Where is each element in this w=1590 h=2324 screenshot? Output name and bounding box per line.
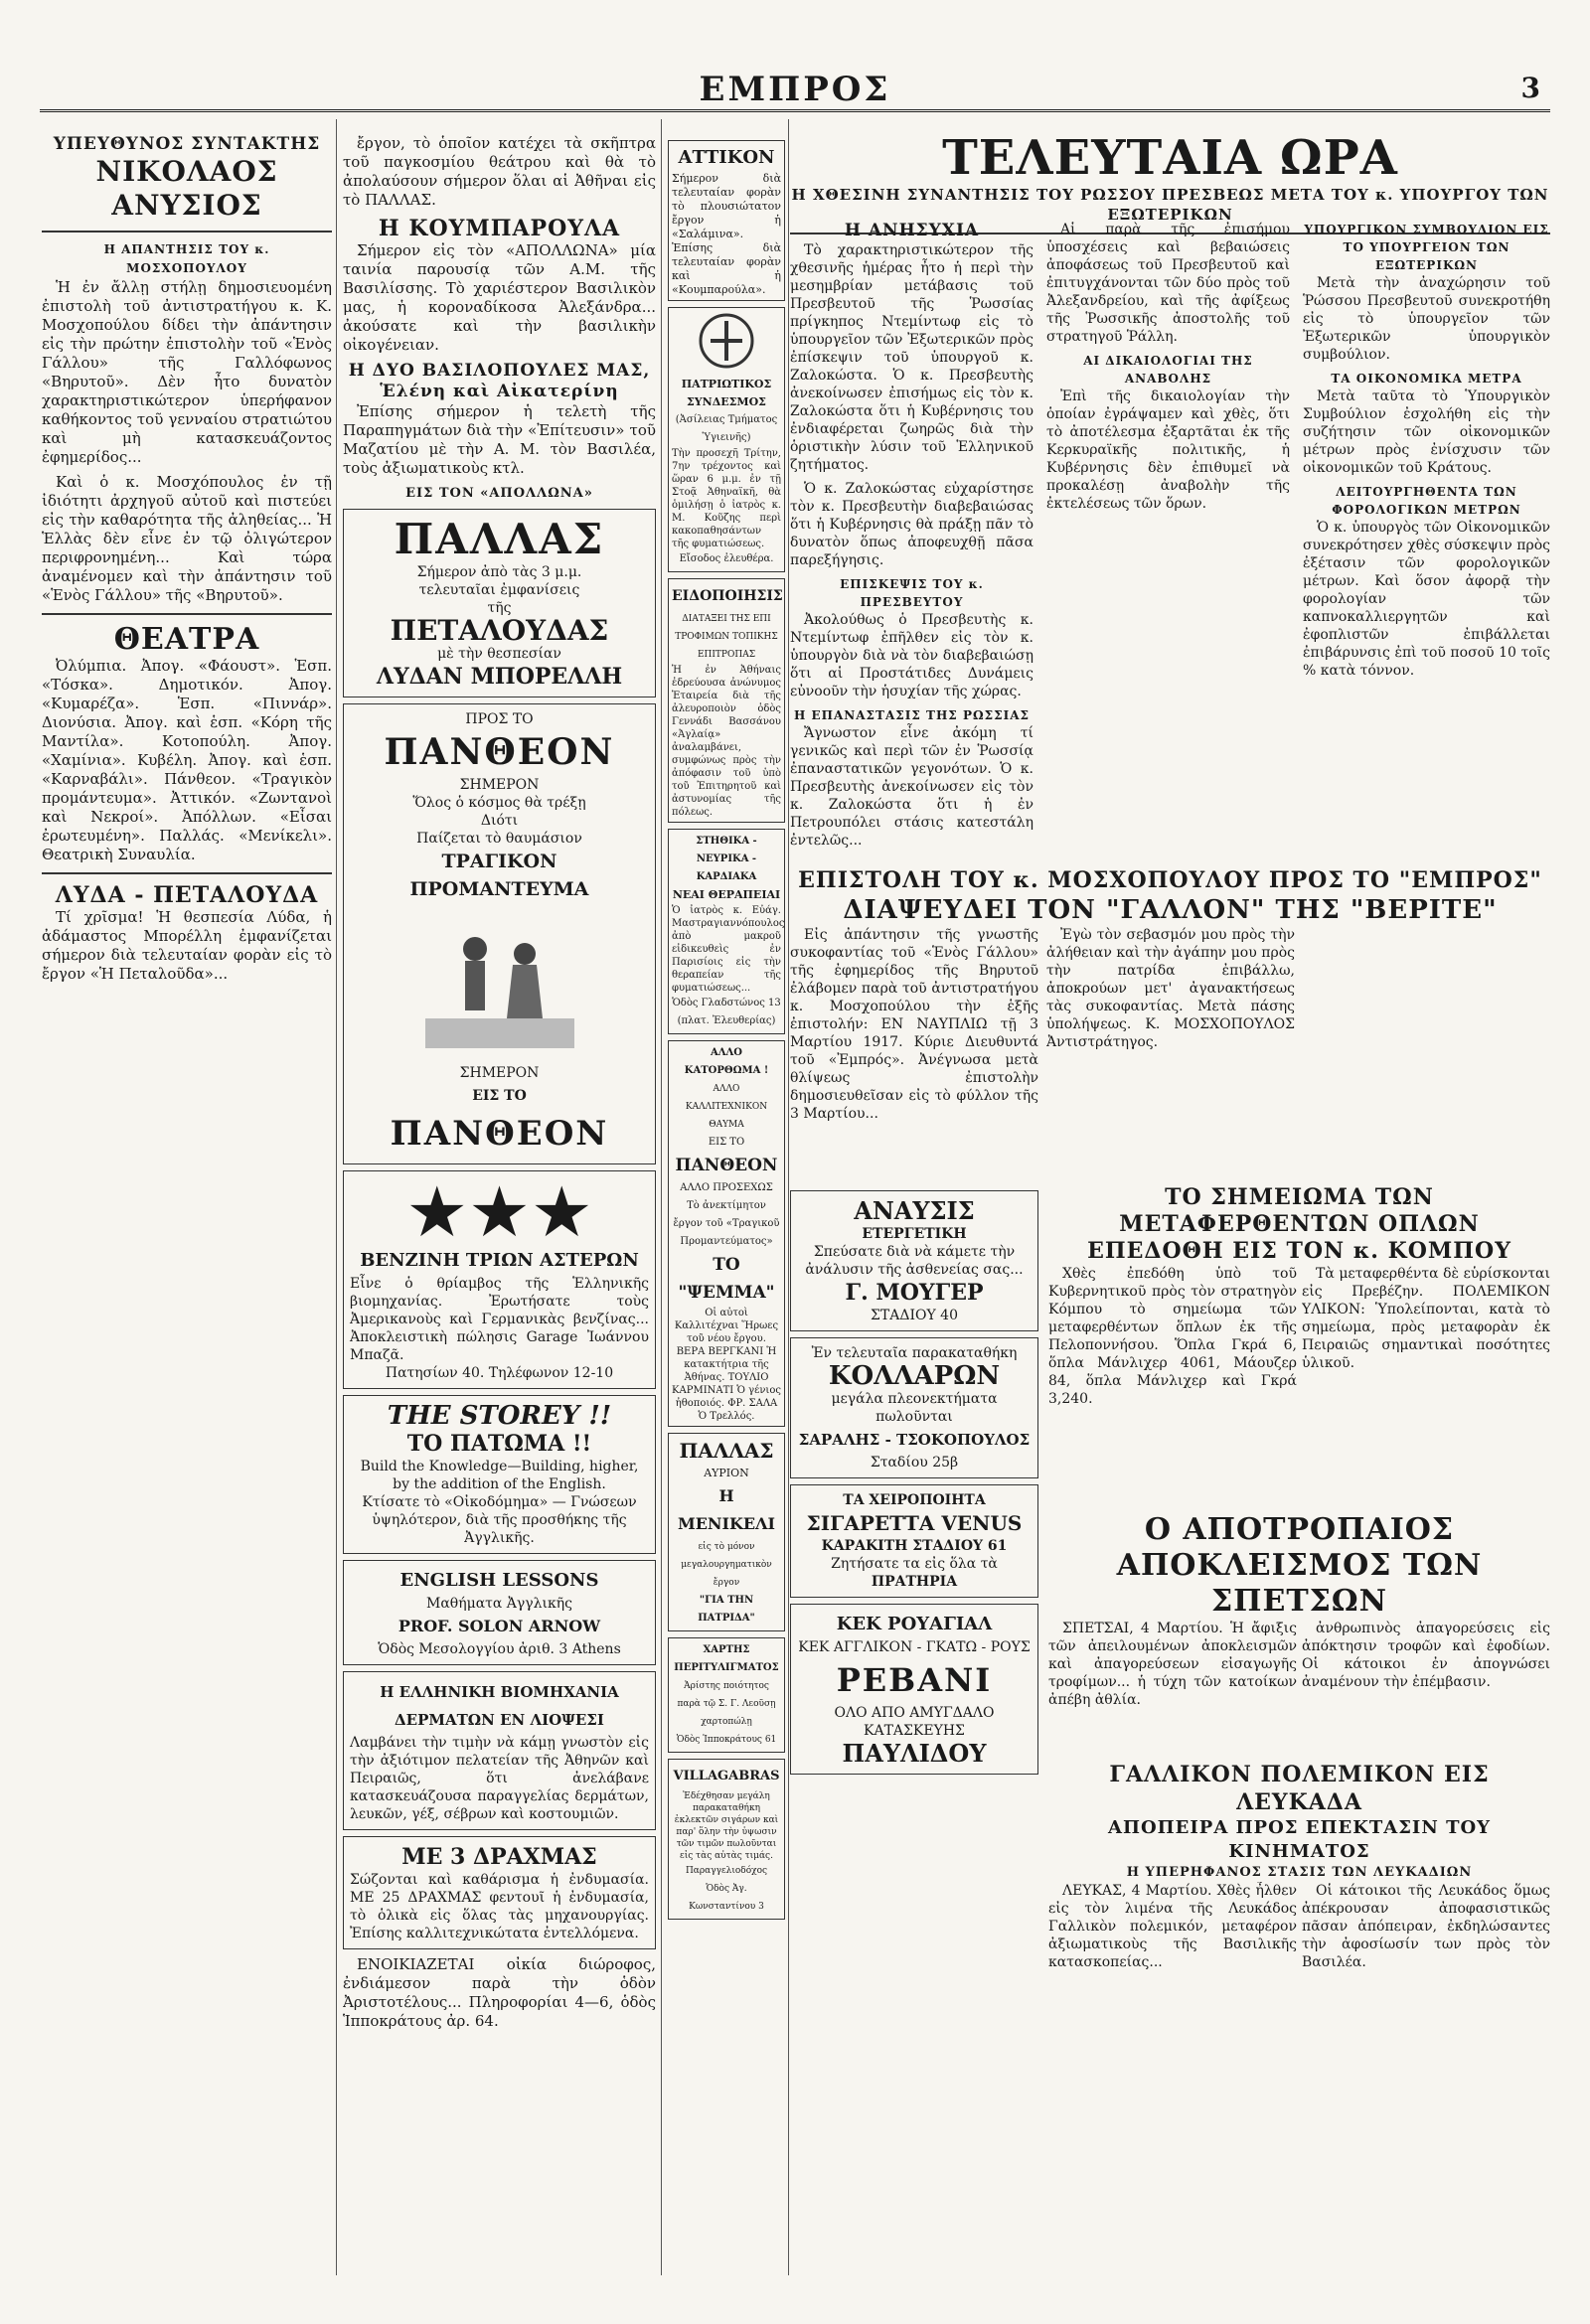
section-heading: ΛΕΙΤΟΥΡΓΗΘΕΝΤΑ ΤΩΝ ΦΟΡΟΛΟΓΙΚΩΝ ΜΕΤΡΩΝ (1332, 485, 1521, 517)
right-ads-column (790, 1184, 1038, 1781)
theatre-heading: ΘΕΑΤΡΑ (113, 622, 260, 657)
ad-line: Παίζεται τὸ θαυμάσιον (416, 831, 582, 847)
illustration-figures-icon (415, 909, 584, 1058)
ad-line: ΚΕΚ ΑΓΓΛΙΚΟΝ - ΓΚΑΤΩ - ΡΟΥΣ (798, 1639, 1031, 1655)
ad-line: ΑΛΛΟ ΠΡΟΣΕΧΩΣ (680, 1182, 773, 1193)
ad-title: VILLAGABRAS (673, 1769, 780, 1783)
ad-address: Ὁδὸς Γλαδστώνος 13 (πλατ. Ἐλευθερίας) (672, 998, 781, 1026)
ad-title: ΤΑ ΧΕΙΡΟΠΟΙΗΤΑ (843, 1492, 986, 1508)
notice-text: Ἡ ἐν Ἀθήναις ἐδρεύουσα ἀνώνυμος Ἑταιρεία διὰ τῆς ἀλευροποιὸν ὁδὸς Γεννάδι Βασσάνου «Ἀγλαίᾳ» ἀναλαμβάνει, συμφώνως πρὸς τὴν ἀπόφασιν τοῦ ὑπὸ τοῦ Ἐπιτηρητοῦ καὶ ἀστυνομίας τῆς πόλεως. (672, 665, 781, 818)
ad-line: ΠΡΟΣ ΤΟ (465, 711, 534, 727)
arms-headline: ΤΟ ΣΗΜΕΙΩΜΑ ΤΩΝ ΜΕΤΑΦΕΡΘΕΝΤΩΝ ΟΠΛΩΝ ΕΠΕΔΟΘΗ ΕΙΣ ΤΟΝ κ. ΚΟΜΠΟΥ (1087, 1184, 1511, 1264)
ad-line: ΕΙΣ ΤΟ (472, 1088, 527, 1104)
ad-title: Η ΕΛΛΗΝΙΚΗ ΒΙΟΜΗΧΑΝΙΑ ΔΕΡΜΑΤΩΝ ΕΝ ΛΙΟΨΕΣΙ (380, 1683, 619, 1729)
ad-title: ΒΕΝΖΙΝΗ ΤΡΙΩΝ ΑΣΤΕΡΩΝ (360, 1250, 639, 1271)
leather-advertisement (343, 1671, 656, 1830)
spetses-text-col (1048, 1620, 1297, 1769)
main-headline: ΤΕΛΕΥΤΑΙΑ ΩΡΑ (942, 130, 1398, 186)
attikon-advertisement (668, 140, 785, 301)
pallas-menikeli-advertisement (668, 1433, 785, 1631)
ad-subtitle: ΕΤΕΡΓΕΤΙΚΗ (862, 1226, 967, 1242)
koumparoula-heading: Η ΚΟΥΜΠΑΡΟΥΛΑ (378, 216, 621, 241)
ad-subtitle: (Ἀσίλειας Τμήματος Ὑγιεινῆς) (675, 414, 778, 443)
right-news-section (790, 130, 1550, 1970)
ad-line: ΚΑΤΑΣΚΕΥΗΣ (864, 1723, 965, 1739)
divider (42, 872, 332, 874)
ad-title: ΠΑΤΡΙΩΤΙΚΟΣ ΣΥΝΔΕΣΜΟΣ (681, 378, 772, 408)
ad-name: Γ. ΜΟΥΓΕΡ (845, 1280, 984, 1306)
divider (42, 613, 332, 615)
newspaper-title: ΕΜΠΡΟΣ (699, 70, 891, 109)
ad-line: μεγάλα πλεονεκτήματα πωλοῦνται (831, 1391, 998, 1425)
news-text: Μετὰ τὴν ἀναχώρησιν τοῦ Ῥώσσου Πρεσβευτοῦ συνεκροτήθη εἰς τὸ ὑπουργεῖον τῶν Ἐξωτερικῶν ὑπουργικὸν συμβούλιον. (1303, 275, 1550, 363)
arms-section (1048, 1184, 1550, 1503)
ad-address: Πατησίων 40. Τηλέφωνον 12-10 (385, 1365, 614, 1381)
ad-line: παρὰ τῷ Σ. Γ. Λεοῦσῃ χαρτοπώλῃ (677, 1699, 776, 1727)
news-text: Τὸ χαρακτηριστικώτερον τῆς χθεσινῆς ἡμέρας ἦτο ἡ περὶ τὴν μεσημβρίαν μετάβασις τοῦ Πρεσβευτοῦ τῆς Ῥωσσίας πρίγκηπος Ντεμίντωφ εἰς τὸ ὑπουργεῖον τῶν Ἐξωτερικῶν πρὸς ἐπίσκεψιν τοῦ ὑπουργοῦ κ. Ζαλοκώστα. Ὁ κ. Πρεσβευτὴς ἀνεκοίνωσεν ἐπισήμως εἰς τὸν κ. Ζαλοκώστα ὅτι ἡ Κυβέρνησις του ἐνδιαφέρεται ζωηρῶς διὰ τὴν ὁριστικὴν λύσιν τοῦ Ἑλληνικοῦ ζητήματος. (790, 242, 1034, 473)
pallas-name: ΠΑΛΛΑΣ (394, 515, 605, 563)
notice-subtitle: ΔΙΑΤΑΞΕΙ ΤΗΣ ΕΠΙ ΤΡΟΦΙΜΩΝ ΤΟΠΙΚΗΣ ΕΠΙΤΡΟΠΑΣ (675, 614, 778, 660)
lefkada-text-col (1302, 1882, 1550, 2180)
rent-notice: ΕΝΟΙΚΙΑΖΕΤΑΙ οἰκία διώροφος, ἐνδιάμεσον παρὰ τὴν ὁδὸν Ἀριστοτέλους... Πληροφορίαι 4—6, ὁδὸς Ἱπποκράτους ἀρ. 64. (343, 1955, 656, 2030)
ad-line: Τὸ ἀνεκτίμητον ἔργον τοῦ «Τραγικοῦ Προμαντεύματος» (673, 1200, 780, 1247)
ad-line: Παραγγελιοδόχος (685, 1866, 768, 1876)
ad-address: Ὁδὸς Μεσολογγίου ἀριθ. 3 Athens (378, 1641, 621, 1657)
section-heading: ΤΑ ΟΙΚΟΝΟΜΙΚΑ ΜΕΤΡΑ (1331, 372, 1522, 386)
ad-text: Σώζονται καὶ καθάρισμα ἡ ἐνδυμασία. ΜΕ 25 ΔΡΑΧΜΑΣ φεντουῖ ἡ ἐνδυμασία, τὸ ὁλικὰ εἰς ὅλας τὰς μηχανουργίας. Ἐπίσης καλλιτεχνικώτατα ἐντελλόμενα. (350, 1872, 649, 1941)
pallas-advertisement (343, 509, 656, 697)
letter-text: Ἐγὼ τὸν σεβασμόν μου πρὸς τὴν ἀλήθειαν καὶ τὴν ἀγάπην μου πρὸς τὴν πατρίδα ἐπιβάλλω, ἀποκρούων μετ' ἀγανακτήσεως τὰς συκοφαντίας. Μετὰ πάσης ὑπολήψεως. Κ. ΜΟΣΧΟΠΟΥΛΟΣ Ἀντιστράτηγος. (1046, 927, 1295, 1050)
play-title: ΠΕΤΑΛΟΥΔΑΣ (390, 614, 609, 647)
ad-line: μὲ τὴν θεσπεσίαν (437, 646, 561, 662)
ad-subtitle: ΑΛΛΟ ΚΑΛΛΙΤΕΧΝΙΚΟΝ ΘΑΥΜΑ (685, 1084, 768, 1130)
ad-line: Ὅλος ὁ κόσμος θὰ τρέξῃ (412, 795, 586, 811)
pantheon-advertisement (343, 703, 656, 1164)
ad-text: Σπεύσατε διὰ νὰ κάμετε τὴν ἀνάλυσιν τῆς ἀσθενείας σας... (805, 1244, 1024, 1278)
arms-text-col (1048, 1265, 1297, 1503)
ad-line: ΣΗΜΕΡΟΝ (459, 777, 540, 793)
actress-name: ΛΥΔΑΝ ΜΠΟΡΕΛΛΗ (376, 664, 623, 690)
ad-line: ΠΡΑΤΗΡΙΑ (871, 1574, 958, 1590)
notice-block (668, 578, 785, 823)
drachmas-advertisement (343, 1836, 656, 1949)
lefkada-subheadline: ΑΠΟΠΕΙΡΑ ΠΡΟΣ ΕΠΕΚΤΑΣΙΝ ΤΟΥ ΚΙΝΗΜΑΤΟΣ (1108, 1817, 1491, 1862)
page-number: 3 (1520, 72, 1540, 104)
ad-title: ΜΕ 3 ΔΡΑΧΜΑΣ (401, 1844, 597, 1870)
emblem-icon (697, 311, 756, 371)
ad-address: ΣΤΑΔΙΟΥ 40 (871, 1308, 958, 1323)
ad-text: Ὁ ἰατρὸς κ. Εὐάγ. Μαστραγιαννόπουλος ἀπὸ μακροῦ εἰδικευθεὶς ἐν Παρισίοις εἰς τὴν θεραπείαν τῆς φυματιώσεως... (672, 905, 785, 994)
ad-line: Ἐν τελευταῖα παρακαταθήκη (811, 1345, 1018, 1361)
ad-title: ΚΟΛΛΑΡΩΝ (828, 1361, 1001, 1391)
cake-advertisement (790, 1604, 1038, 1775)
pantheon-name: ΠΑΝΘΕΟΝ (675, 1156, 778, 1175)
intro-text: ἔργον, τὸ ὁποῖον κατέχει τὰ σκῆπτρα τοῦ παγκοσμίου θεάτρου καὶ θὰ τὸ ἀπολαύσουν σήμερον ὅλαι αἱ Ἀθῆναι εἰς τὸ ΠΑΛΛΑΣ. (343, 134, 656, 209)
ad-text: Τὴν προσεχῆ Τρίτην, 7ην τρέχοντος καὶ ὥραν 6 μ.μ. ἐν τῇ Στοᾷ Ἀθηναϊκῆ, θὰ ὁμιλήσῃ ὁ ἰατρὸς κ. Μ. Κοῦζης περὶ κακοπαθησάντων τῆς φυματιώσεως. (672, 448, 781, 549)
ad-title: ΑΝΑΥΣΙΣ (854, 1196, 975, 1225)
ad-title: ΣΤΗΘΙΚΑ - ΝΕΥΡΙΚΑ - ΚΑΡΔΙΑΚΑ (696, 836, 757, 882)
ad-line: ΟΛΟ ΑΠΟ ΑΜΥΓΔΑΛΟ (834, 1705, 995, 1721)
ad-address: Σταδίου 25β (870, 1455, 959, 1471)
ad-line: Ἀρίστης ποιότητος (684, 1681, 769, 1691)
letter-headline: ΕΠΙΣΤΟΛΗ ΤΟΥ κ. ΜΟΣΧΟΠΟΥΛΟΥ ΠΡΟΣ ΤΟ "ΕΜΠΡΟΣ" (798, 867, 1542, 893)
news-text: Αἱ παρὰ τῆς ἐπισήμου ὑποσχέσεις καὶ βεβαιώσεις ἀποφάσεως τοῦ Πρεσβευτοῦ καὶ ἐπιτυγχάνονται τῶν δύο πρὸς τοῦ Ἀλεξανδρείου, καὶ τῆς ἀφίξεως τῆς Ῥωσσικῆς ἀποστολῆς τοῦ στρατηγοῦ Ῥάλλη. (1046, 222, 1290, 345)
lefkada-text: ΛΕΥΚΑΣ, 4 Μαρτίου. Χθὲς ἦλθεν εἰς τὸν λιμένα τῆς Λευκάδος Γαλλικὸν πολεμικόν, μεταφέρον ἀξιωματικοὺς τῆς Βασιλικῆς κατασκοπείας... (1048, 1883, 1297, 1970)
ad-text: Εἶνε ὁ θρίαμβος τῆς Ἑλληνικῆς βιομηχανίας. Ἐρωτήσατε τοὺς Ἀμερικανοὺς καὶ Γερμανικὰς βενζίνας... Ἀποκλειστικὴ πώλησις Garage Ἰωάννου Μπαζᾶ. (350, 1276, 649, 1363)
lefkada-headline: ΓΑΛΛΙΚΟΝ ΠΟΛΕΜΙΚΟΝ ΕΙΣ ΛΕΥΚΑΔΑ (1109, 1762, 1490, 1815)
pallas-name: ΠΑΛΛΑΣ (679, 1439, 774, 1463)
ad-title: ΚΕΚ ΡΟΥΑΓΙΑΛ (836, 1614, 993, 1634)
ad-line: Ζητήσατε τα εἰς ὅλα τὰ (831, 1556, 998, 1572)
section-heading: ΑΙ ΔΙΚΑΙΟΛΟΓΙΑΙ ΤΗΣ ΑΝΑΒΟΛΗΣ (1083, 354, 1253, 386)
ad-subtitle: ΝΕΑΙ ΘΕΡΑΠΕΙΑΙ (672, 888, 781, 901)
news-text: Μετὰ ταῦτα τὸ Ὑπουργικὸν Συμβούλιον ἐσχολήθη εἰς τὴν συζήτησιν τῶν οἰκονομικῶν μέτρων πρὸς ἐνίσχυσιν τῶν οἰκονομικῶν τοῦ Κράτους. (1303, 388, 1550, 476)
ad-text: Κτίσατε τὸ «Οἰκοδόμημα» — Γνώσεων ὑψηλότερον, διὰ τῆς προσθήκης τῆς Ἀγγλικῆς. (362, 1494, 637, 1546)
arms-text: Χθὲς ἐπεδόθη ὑπὸ τοῦ Κυβερνητικοῦ πρὸς τὸν στρατηγὸν Κόμπου τὸ σημείωμα τῶν μεταφερθέντων ὅπλων ἐκ τῆς Πελοποννήσου. Ὅπλα Γκρά 6, ὅπλα Μάνλιχερ 4061, Μάουζερ 84, ὅπλα Μάνλιχερ καὶ Γκρά 3,240. (1048, 1266, 1297, 1407)
column-1 (42, 134, 332, 2270)
ad-text: Build the Knowledge—Building, higher, by the addition of the English. (360, 1459, 639, 1492)
ad-title: ΑΛΛΟ ΚΑΤΟΡΘΩΜΑ ! (684, 1047, 769, 1076)
english-lessons-advertisement (343, 1560, 656, 1665)
ad-line: Σήμερον ἀπὸ τὰς 3 μ.μ. (416, 564, 582, 580)
ad-line: ΣΗΜΕΡΟΝ (459, 1065, 540, 1081)
lefkada-section (1048, 1761, 1550, 2180)
play-title: ΤΟ "ΨΕΜΜΑ" (678, 1255, 775, 1303)
storey-advertisement (343, 1395, 656, 1554)
letter-text-col (790, 926, 1038, 1164)
lyda-heading: ΛΥΔΑ - ΠΕΤΑΛΟΥΔΑ (55, 882, 319, 908)
miracle-advertisement (668, 1040, 785, 1427)
letter-subheadline: ΔΙΑΨΕΥΔΕΙ ΤΟΝ "ΓΑΛΛΟΝ" ΤΗΣ "ΒΕΡΙΤΕ" (843, 895, 1498, 925)
news-text: Ὁ κ. ὑπουργὸς τῶν Οἰκονομικῶν συνεκρότησεν χθὲς σύσκεψιν πρὸς ἐξέτασιν τῶν φορολογικῶν μέτρων. Καὶ ὅσον ἀφορᾷ τὴν φορολογίαν τῶν καπνοκαλλιεργητῶν καὶ ἐφοπλιστῶν ἐπιβάλλεται ἐπιβάρυνσις ἐπὶ τοῦ ποσοῦ 10 τοῖς % κατὰ τόννον. (1303, 520, 1550, 679)
arms-text-col (1302, 1265, 1550, 1503)
princesses-heading: Η ΔΥΟ ΒΑΣΙΛΟΠΟΥΛΕΣ ΜΑΣ, Ἑλένη καὶ Αἰκατερίνη (348, 361, 651, 401)
letter-text-col (1046, 926, 1295, 1164)
ad-title: ENGLISH LESSONS (399, 1570, 599, 1591)
ad-address: Ὁδὸς Ἀγ. Κωνσταντίνου 3 (689, 1884, 764, 1912)
villagabras-advertisement (668, 1759, 785, 1920)
maker-name: ΠΑΥΛΙΔΟΥ (842, 1739, 987, 1768)
notice-title: ΕΙΔΟΠΟΙΗΣΙΣ (672, 588, 783, 604)
ad-title: ΧΑΡΤΗΣ ΠΕΡΙΤΥΛΙΓΜΑΤΟΣ (674, 1644, 779, 1673)
princesses-text: Ἐπίσης σήμερον ἡ τελετὴ τῆς Παραπηγμάτων διὰ τὴν «Ἐπίτευσιν» τοῦ Μαζατίου μὲ τὴν A. M. τὸν Βασιλέα, τοὺς ἀξιωματικοὺς κτλ. (343, 402, 656, 477)
column-3-ads (668, 134, 785, 2270)
ad-line: Εἴσοδος ἐλευθέρα. (679, 553, 774, 564)
editor-name: ΝΙΚΟΛΑΟΣ ΑΝΥΣΙΟΣ (95, 155, 278, 222)
ad-line: "ΓΙΑ ΤΗΝ ΠΑΤΡΙΔΑ" (698, 1595, 755, 1624)
ad-text: Ἐδέχθησαν μεγάλη παρακαταθήκη ἐκλεκτῶν σιγάρων καὶ παρ' ὅλην τὴν ὑψωσιν τῶν τιμῶν πωλοῦνται εἰς τὰς αὐτὰς τιμάς. (674, 1791, 779, 1861)
spetses-text: ἀνθρωπινὸς ἀπαγορεύσεις εἰς ἀπόκτησιν τροφῶν καὶ ἐφοδίων. Οἱ κάτοικοι ἐν ἀπογνώσει ἀναμένουν τὴν ἐπέμβασιν. (1302, 1621, 1550, 1690)
news-text: Ὁ κ. Ζαλοκώστας εὐχαρίστησε τὸν κ. Πρεσβευτὴν διαβεβαιώσας ὅτι ἡ Κυβέρνησις θὰ πράξῃ πᾶν τὸ δυνατὸν ὅπως ἀποφευχθῇ πᾶσα παρεξήγησις. (790, 481, 1034, 568)
ad-line: ΑΥΡΙΟΝ (704, 1467, 749, 1479)
teacher-name: PROF. SOLON ARNOW (398, 1617, 601, 1635)
analysis-advertisement (790, 1190, 1038, 1331)
news-text: Ἄγνωστον εἶνε ἀκόμη τί γενικῶς καὶ περὶ τῶν ἐν Ῥωσσίᾳ ἐπαναστατικῶν γεγονότων. Ὁ κ. Πρεσβευτὴς ἀνεκοίνωσεν εἰς τὸν κ. Ζαλοκώστα ὅτι ἡ ἐν Πετρουπόλει στάσις κατεστάλη ἐντελῶς... (790, 725, 1034, 849)
section-heading: Η ΕΠΑΝΑΣΤΑΣΙΣ ΤΗΣ ΡΩΣΣΙΑΣ (793, 708, 1031, 722)
column-rule (336, 119, 337, 2275)
play-title: ΤΡΑΓΙΚΟΝ ΠΡΟΜΑΝΤΕΥΜΑ (409, 851, 589, 900)
spetses-section (1048, 1512, 1550, 1769)
ad-title: THE STOREY !! (387, 1401, 612, 1431)
divider (42, 231, 332, 232)
play-title: Η ΜΕΝΙΚΕΛΙ (677, 1486, 775, 1533)
pantheon-name: ΠΑΝΘΕΟΝ (384, 731, 615, 773)
brand-name: ΡΕΒΑΝΙ (836, 1661, 993, 1699)
news-text: Ἀκολούθως ὁ Πρεσβευτὴς κ. Ντεμίντωφ ἐπῆλθεν εἰς τὸν κ. ὑπουργὸν διὰ νὰ τὸν διαβεβαιώσῃ ὅτι αἱ Προστάτιδες Δυνάμεις εὐνοοῦν τὴν ἡσυχίαν τῆς χώρας. (790, 612, 1034, 699)
ad-line: τελευταῖαι ἐμφανίσεις (418, 582, 580, 598)
brand-name: ΣΙΓΑΡΕΤΤΑ VENUS (806, 1511, 1023, 1535)
stars-petrol-advertisement (343, 1170, 656, 1389)
spetses-text: ΣΠΕΤΣΑΙ, 4 Μαρτίου. Ἡ ἄφιξις τῶν ἀπειλουμένων ἀποκλεισμῶν καὶ ἀπαγορεύσεων εἰσαγωγῆς τροφίμων... ἡ τύχη τῶν κατοίκων ἀπέβη ἀθλία. (1048, 1621, 1297, 1708)
patriotic-advertisement (668, 307, 785, 572)
masthead (40, 70, 1550, 112)
news-col-c (1303, 221, 1550, 856)
ad-line: ΕΙΣ ΤΟ (708, 1137, 745, 1148)
lefkada-text: Οἱ κάτοικοι τῆς Λευκάδος ὅμως ἀπέκρουσαν ἀποφασιστικῶς πᾶσαν ἀπόπειραν, ἐκδηλώσαντες τὴν ἀφοσίωσίν των πρὸς τὸν Βασιλέα. (1302, 1883, 1550, 1970)
spetses-text-col (1302, 1620, 1550, 1769)
ad-line: τῆς (487, 600, 512, 616)
collars-advertisement (790, 1337, 1038, 1478)
letter-text: Εἰς ἀπάντησιν τῆς γνωστῆς συκοφαντίας τοῦ «Ἑνὸς Γάλλου» τῆς ἐφημερίδος τῆς Βηρυτοῦ ἐλάβομεν παρὰ τοῦ ἀντιστρατήγου κ. Μοσχοπούλου τὴν ἑξῆς ἐπιστολήν: ΕΝ ΝΑΥΠΛΙΩ τῇ 3 Μαρτίου 1917. Κύριε Διευθυντά τοῦ «Ἐμπρός». Ἀνέγνωσα μετὰ θλίψεως ἐπιστολὴν δημοσιευθεῖσαν εἰς τὸ φύλλον τῆς 3 Μαρτίου... (790, 927, 1038, 1122)
article-text: Καὶ ὁ κ. Μοσχόπουλος ἐν τῇ ἰδιότητι ἀρχηγοῦ αὐτοῦ καὶ πιστεύει εἰς τὴν καθαρότητα τῆς ἀληθείας... Ἡ Ἑλλὰς δὲν εἶνε ἐν τῷ ὀλιγώτερον περιφρονημένη... Καὶ τώρα ἀναμένομεν καὶ τὴν ἀπάντησιν τοῦ «Ἑνὸς Γάλλου» τῆς «Βηρυτοῦ». (42, 473, 332, 604)
column-2 (343, 134, 656, 2270)
spetses-headline: Ο ΑΠΟΤΡΟΠΑΙΟΣ ΑΠΟΚΛΕΙΣΜΟΣ ΤΩΝ ΣΠΕΤΣΩΝ (1116, 1512, 1483, 1619)
news-text: Ἐπὶ τῆς δικαιολογίαν τὴν ὁποίαν ἐγράψαμεν καὶ χθὲς, ὅτι τὸ ἀποτέλεσμα ἐξαρτᾶται ἐκ τῆς Κερκυραϊκῆς πολιτικῆς, ἡ Κυβέρνησις δὲν ἐπιθυμεῖ νὰ προκαλέσῃ ἀναβολὴν τῆς ἐκτελέσεως τῶν ὅρων. (1046, 388, 1290, 512)
koumparoula-text: Σήμερον εἰς τὸν «ΑΠΟΛΛΩΝΑ» μία ταινία παρουσίᾳ τῶν A.M. τῆς Βασιλίσσης. Τὸ χαριέστερον Βασιλικὸν μας, ἡ κοροναδίκοσα Ἀλεξάνδρα... ἀκούσατε καὶ τὴν βασιλικὴν οἰκογένειαν. (343, 241, 656, 354)
arms-text: Τὰ μεταφερθέντα δὲ εὑρίσκονται εἰς Πρεβέζην. ΠΟΛΕΜΙΚΟΝ ΥΛΙΚΟΝ: Ὑπολείπονται, κατὰ τὸ σημείωμα, πρὸς μεταφορὰν ἐκ Πειραιῶς σημαντικαὶ ποσότητες ὑλικοῦ. (1302, 1266, 1550, 1371)
ad-text: Οἱ αὐτοὶ Καλλιτέχναι Ἥρωες τοῦ νέου ἔργου. ΒΕΡΑ ΒΕΡΓΚΑΝΙ Ἡ κατακτήτρια τῆς Ἀθήνας. ΤΟΥΛΙΟ ΚΑΡΜΙΝΑΤΙ Ὁ γένιος ἠθοποιός. ΦΡ. ΣΑΛΑ Ὁ Τρελλός. (672, 1308, 781, 1422)
ad-address: Ὁδὸς Ἱπποκράτους 61 (676, 1735, 777, 1745)
ad-line: ΚΑΡΑΚΙΤΗ ΣΤΑΔΙΟΥ 61 (821, 1538, 1008, 1554)
pantheon-name: ΠΑΝΘΕΟΝ (390, 1114, 609, 1154)
ad-subtitle: ΤΟ ΠΑΤΩΜΑ !! (406, 1431, 592, 1457)
ad-text: Λαμβάνει τὴν τιμὴν νὰ κάμῃ γνωστὸν εἰς τὴν ἀξιότιμον πελατείαν τῆς Ἀθηνῶν καὶ Πειραιῶς, ὅτι ἀνελάβανε κατασκευάζουσα παραγγελίας δερμάτων, λευκῶν, γέξ, σέβρων καὶ κοστουμιῶν. (350, 1735, 649, 1822)
column-rule (788, 119, 789, 2275)
section-heading: ΥΠΟΥΡΓΙΚΟΝ ΣΥΜΒΟΥΛΙΟΝ ΕΙΣ ΤΟ ΥΠΟΥΡΓΕΙΟΝ ΤΩΝ ΕΞΩΤΕΡΙΚΩΝ (1304, 223, 1549, 272)
section-heading: Η ΑΝΗΣΥΧΙΑ (844, 221, 980, 240)
theatre-listings: Ὀλύμπια. Ἀπογ. «Φάουστ». Ἑσπ. «Τόσκα». Δημοτικόν. Ἀπογ. «Κυμαρέζα». Ἑσπ. «Πιννάρ». Διονύσια. Ἀπογ. καὶ ἑσπ. «Κόρη τῆς Μαντίλα». Κοτοπούλη. Ἀπογ. «Χαμίνια». Κυβέλη. Ἀπογ. καὶ ἑσπ. «Καρναβάλι». Πάνθεον. «Τραγικὸν προμάντευμα». Ἀττικόν. «Ζωντανοὶ καὶ Νεκροί». Ἀπόλλων. «Εἶσαι ἐρωτευμένη». Παλλάς. «Μενίκελι». Θεατρικὴ Συναυλία. (42, 657, 332, 863)
section-heading: ΕΠΙΣΚΕΨΙΣ ΤΟΥ κ. ΠΡΕΣΒΕΥΤΟΥ (840, 577, 984, 609)
stars-icon: ★★★ (405, 1171, 593, 1253)
lyda-text: Τί χρῖσμα! Ἡ θεσπεσία Λύδα, ἡ ἀδάμαστος Μπορέλλη ἐμφανίζεται σήμερον διὰ τελευταίαν φορὰν εἰς τὸ ἔργον «Ἡ Πεταλοῦδα»... (42, 908, 332, 983)
paper-advertisement (668, 1637, 785, 1753)
ad-line: εἰς τὸ μόνον μεγαλουργηματικὸν ἔργον (681, 1542, 772, 1588)
article-text: Ἡ ἐν ἄλλῃ στήλῃ δημοσιευομένη ἐπιστολὴ τοῦ ἀντιστρατήγου κ. Κ. Μοσχοπούλου δίδει τὴν ἀπάντησιν εἰς τὴν πρώτην ἐπιστολὴν τοῦ «Ἑνὸς Γάλλου» τῆς Γαλλόφωνος «Βηρυτοῦ». Δὲν ἦτο δυνατὸν χαρακτηριστικώτερον ὑπερήφανον καθήκοντος τοῦ γενναίου στρατιώτου καὶ μὴ κατασκευάζοντος ἐφημερίδος... (42, 278, 332, 466)
lefkada-text-col (1048, 1882, 1297, 2180)
ad-text: Σήμερον διὰ τελευταίαν φορὰν τὸ πλουσιώτατον ἔργον ἡ «Σαλάμινα». Ἐπίσης διὰ τελευταίαν φορὰν καὶ ἡ «Κουμπαρούλα». (672, 172, 781, 296)
letter-section (790, 866, 1550, 1164)
reply-label: Η ΑΠΑΝΤΗΣΙΣ ΤΟΥ κ. ΜΟΣΧΟΠΟΥΛΟΥ (103, 242, 270, 275)
lefkada-subheadline-2: Η ΥΠΕΡΗΦΑΝΟΣ ΣΤΑΣΙΣ ΤΩΝ ΛΕΥΚΑΔΙΩΝ (1126, 1865, 1473, 1880)
apollo-label: ΕΙΣ ΤΟΝ «ΑΠΟΛΛΩΝΑ» (405, 486, 593, 501)
venus-cigarette-advertisement (790, 1484, 1038, 1598)
ad-line: Μαθήματα Ἀγγλικῆς (426, 1596, 572, 1612)
attikon-name: ΑΤΤΙΚΟΝ (678, 147, 775, 168)
pharmacy-advertisement (668, 829, 785, 1034)
sub-headline: Η ΧΘΕΣΙΝΗ ΣΥΝΑΝΤΗΣΙΣ ΤΟΥ ΡΩΣΣΟΥ ΠΡΕΣΒΕΩΣ ΜΕΤΑ ΤΟΥ κ. ΥΠΟΥΡΓΟΥ ΤΩΝ ΕΞΩΤΕΡΙΚΩΝ (791, 186, 1549, 224)
column-rule (661, 119, 662, 2275)
news-col-b (1046, 221, 1290, 856)
seller-name: ΣΑΡΑΛΗΣ - ΤΣΟΚΟΠΟΥΛΟΣ (798, 1431, 1031, 1449)
news-col-a (790, 221, 1034, 856)
editor-label: ΥΠΕΥΘΥΝΟΣ ΣΥΝΤΑΚΤΗΣ (53, 134, 321, 154)
ad-line: Διότι (480, 813, 519, 829)
